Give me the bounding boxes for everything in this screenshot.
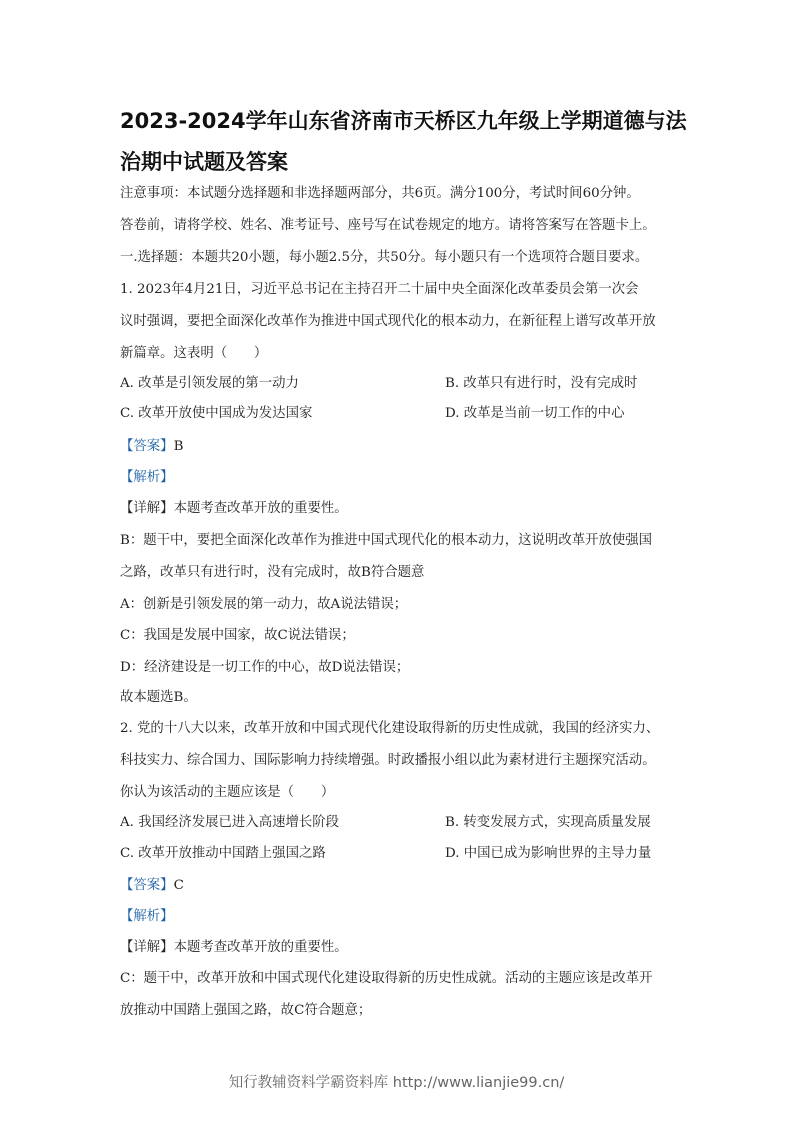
q1-explanation-line5: D：经济建设是一切工作的中心，故D说法错误；: [120, 660, 410, 675]
q2-detail: [120, 940, 348, 956]
q2-option-d: D. 中国已成为影响世界的主导力量: [445, 846, 652, 861]
q1-option-d: D. 改革是当前一切工作的中心: [445, 406, 625, 421]
detail-text: 本题考查改革开放的重要性。: [173, 940, 348, 955]
q1-explanation-line4: C：我国是发展中国家，故C说法错误；: [120, 628, 355, 643]
q1-analysis-tag: [120, 470, 174, 486]
answer-tag: 【答案】: [120, 439, 174, 454]
detail-tag: 【详解】: [120, 940, 174, 955]
q2-stem-line3: 你认为该活动的主题应该是（ ）: [120, 785, 335, 800]
q1-explanation-line3: A：创新是引领发展的第一动力，故A说法错误；: [120, 597, 408, 612]
footer-watermark: 知行教辅资料学霸资料库 http://www.lianjie99.cn/: [228, 1075, 565, 1091]
q2-option-b: B. 转变发展方式，实现高质量发展: [445, 815, 651, 830]
detail-tag: 【详解】: [120, 501, 174, 516]
answer-value: C: [173, 878, 184, 893]
q1-answer: [120, 439, 183, 455]
notice-line1: 注意事项：本试题分选择题和非选择题两部分，共6页。满分100分，考试时间60分钟。: [120, 186, 640, 201]
analysis-tag: 【解析】: [120, 909, 174, 924]
q2-analysis-tag: [120, 909, 174, 925]
notice-line2: 答卷前，请将学校、姓名、准考证号、座号写在试卷规定的地方。请将答案写在答题卡上。: [120, 218, 656, 233]
answer-tag: 【答案】: [120, 878, 174, 893]
document-title-line1: 2023-2024学年山东省济南市天桥区九年级上学期道德与法: [120, 109, 687, 133]
detail-text: 本题考查改革开放的重要性。: [173, 501, 348, 516]
q2-explanation-line1: C：题干中，改革开放和中国式现代化建设取得新的历史性成就。活动的主题应该是改革开: [120, 971, 653, 986]
q2-answer: [120, 878, 184, 894]
q2-explanation-line2: 放推动中国踏上强国之路，故C符合题意；: [120, 1003, 372, 1018]
q1-explanation-line6: 故本题选B。: [120, 690, 197, 705]
answer-value: B: [173, 439, 184, 454]
q1-option-a: A. 改革是引领发展的第一动力: [120, 376, 299, 391]
q2-option-c: C. 改革开放推动中国踏上强国之路: [120, 846, 326, 861]
q2-stem-line2: 科技实力、综合国力、国际影响力持续增强。时政播报小组以此为素材进行主题探究活动。: [120, 753, 656, 768]
q1-explanation-line2: 之路，改革只有进行时，没有完成时，故B符合题意: [120, 565, 425, 580]
q1-explanation-line1: B：题干中，要把全面深化改革作为推进中国式现代化的根本动力，这说明改革开放使强国: [120, 533, 653, 548]
document-title-line2: 治期中试题及答案: [120, 150, 288, 174]
analysis-tag: 【解析】: [120, 470, 174, 485]
q1-option-b: B. 改革只有进行时，没有完成时: [445, 376, 638, 391]
q1-stem-line3: 新篇章。这表明（ ）: [120, 346, 268, 361]
q1-stem-line2: 议时强调，要把全面深化改革作为推进中国式现代化的根本动力，在新征程上谱写改革开放: [120, 314, 656, 329]
q2-option-a: A. 我国经济发展已进入高速增长阶段: [120, 815, 340, 830]
q1-option-c: C. 改革开放使中国成为发达国家: [120, 406, 313, 421]
section-heading: 一.选择题：本题共20小题，每小题2.5分，共50分。每小题只有一个选项符合题目要求。: [120, 250, 649, 265]
q1-stem-line1: 1. 2023年4月21日，习近平总书记在主持召开二十届中央全面深化改革委员会第一次会: [120, 282, 639, 297]
q2-stem-line1: 2. 党的十八大以来，改革开放和中国式现代化建设取得新的历史性成就，我国的经济实力、: [120, 721, 660, 736]
q1-detail: [120, 501, 348, 517]
